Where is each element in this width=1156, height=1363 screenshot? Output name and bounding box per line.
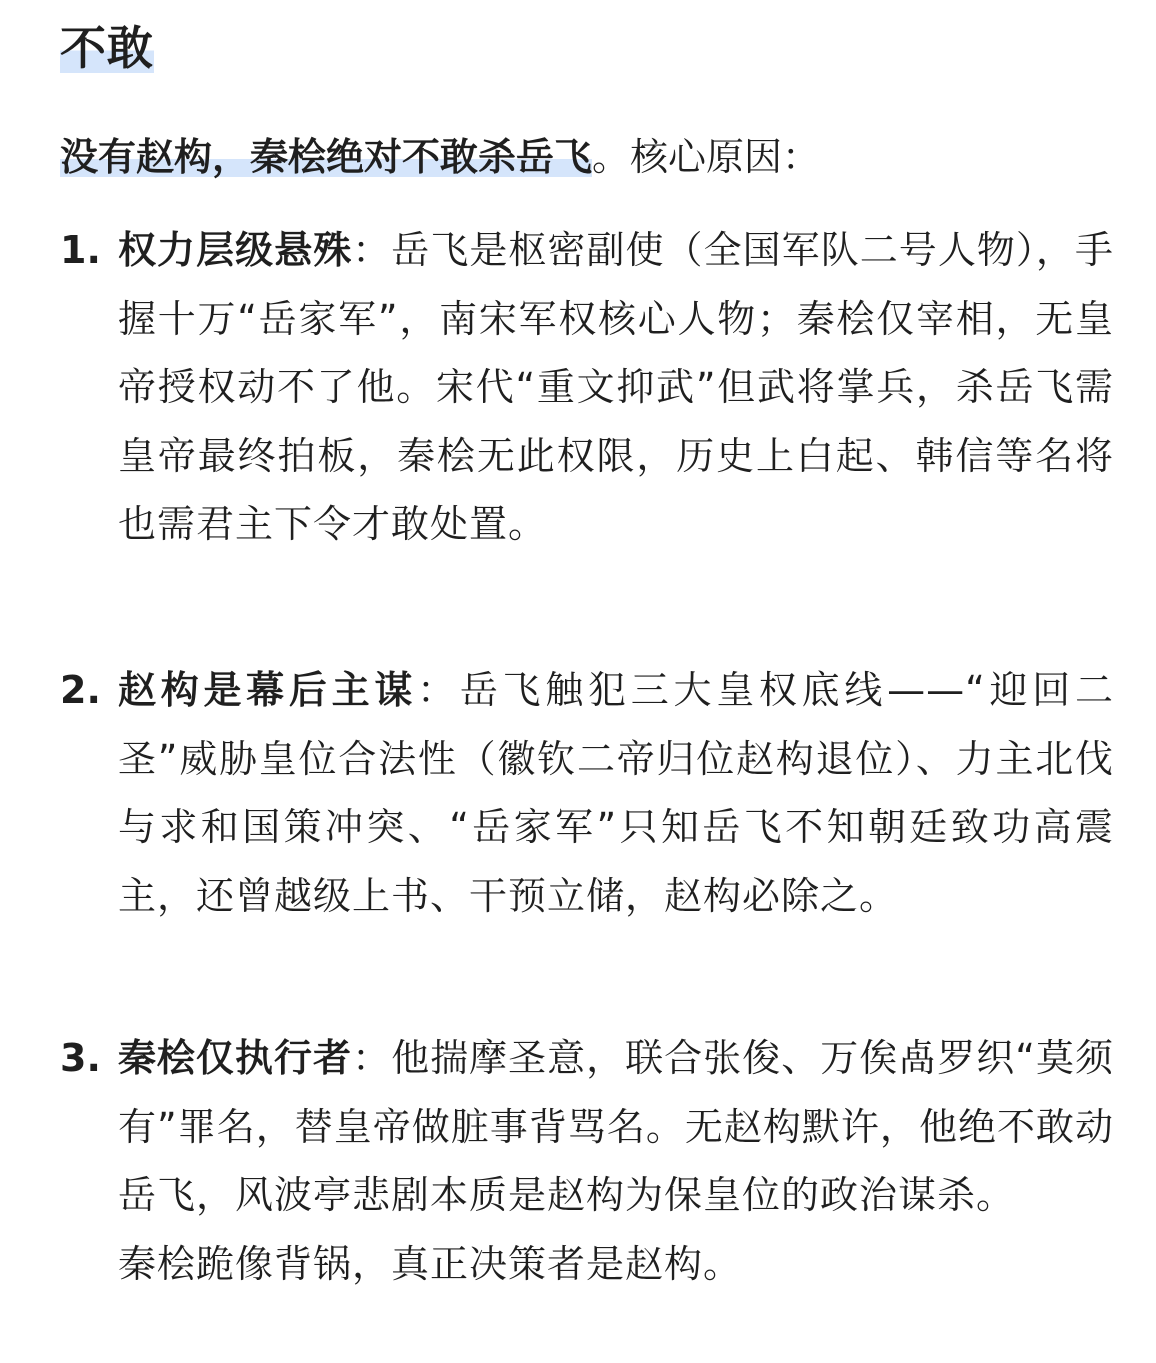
list-term-1: 权力层级悬殊 bbox=[118, 228, 353, 272]
lead-sentence bbox=[60, 126, 820, 188]
list-text-2: 岳飞触犯三大皇权底线——“迎回二圣”威胁皇位合法性（徽钦二帝归位赵构退位）、力主北伐与求和国策冲突、“岳家军”只知岳飞不知朝廷致功高震主，还曾越级上书、干预立储，赵构必除之。 bbox=[118, 668, 1114, 918]
list-body-1 bbox=[118, 216, 1114, 559]
heading-text: 不敢 bbox=[60, 21, 154, 75]
list-number-2: 2. bbox=[60, 668, 101, 712]
section-heading bbox=[60, 16, 154, 80]
list-text-3: 他揣摩圣意，联合张俊、万俟卨罗织“莫须有”罪名，替皇帝做脏事背骂名。无赵构默许，他绝不敢动岳飞，风波亭悲剧本质是赵构为保皇位的政治谋杀。 bbox=[118, 1036, 1114, 1217]
list-colon-1: ： bbox=[352, 228, 392, 272]
list-colon-3: ： bbox=[352, 1036, 392, 1080]
list-body-3 bbox=[118, 1024, 1114, 1298]
list-extra-3: 秦桧跪像背锅，真正决策者是赵构。 bbox=[118, 1241, 743, 1286]
lead-rest: 。核心原因： bbox=[592, 135, 821, 179]
list-term-3: 秦桧仅执行者 bbox=[118, 1036, 353, 1080]
list-term-2: 赵构是幕后主谋 bbox=[118, 668, 418, 712]
list-colon-2: ： bbox=[417, 668, 460, 712]
list-number-3: 3. bbox=[60, 1036, 101, 1080]
list-body-2 bbox=[118, 656, 1114, 930]
list-number-1: 1. bbox=[60, 228, 101, 272]
lead-emphasis: 没有赵构，秦桧绝对不敢杀岳飞 bbox=[60, 135, 593, 179]
list-text-1: 岳飞是枢密副使（全国军队二号人物），手握十万“岳家军”，南宋军权核心人物；秦桧仅宰相，无皇帝授权动不了他。宋代“重文抑武”但武将掌兵，杀岳飞需皇帝最终拍板，秦桧无此权限，历史上白起、韩信等名将也需君主下令才敢处置。 bbox=[118, 228, 1114, 546]
